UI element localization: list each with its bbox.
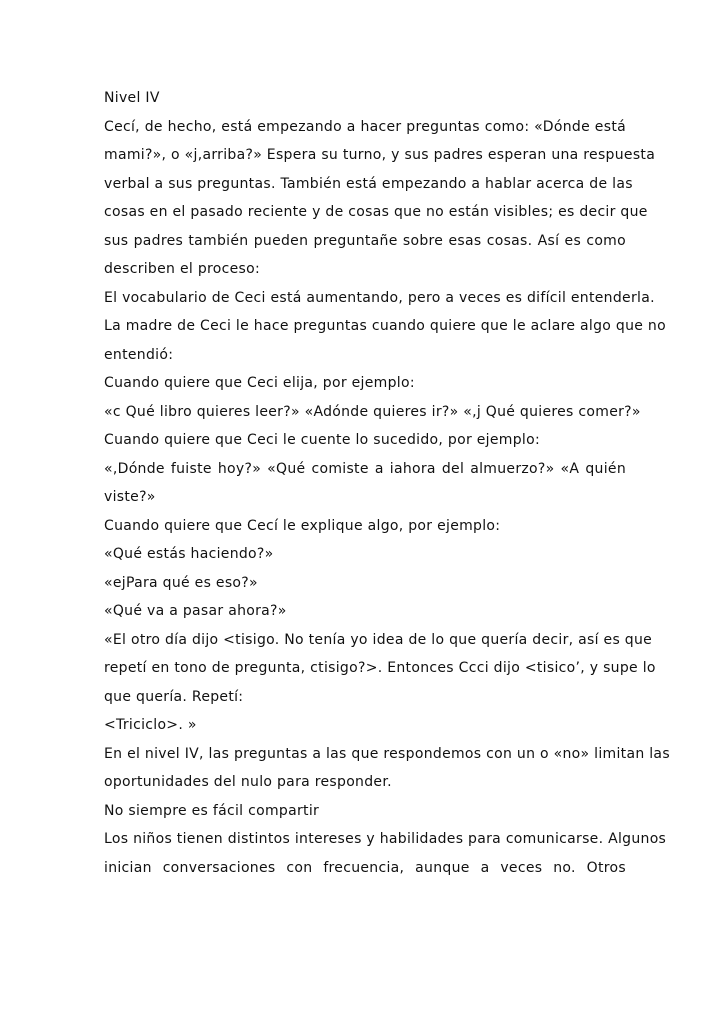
- text-line: «Qué estás haciendo?»: [104, 546, 274, 562]
- text-line: «Qué va a pasar ahora?»: [104, 603, 287, 619]
- text-line: El vocabulario de Ceci está aumentando, pero a veces es difícil entenderla.: [104, 289, 655, 306]
- document-body: [104, 84, 670, 882]
- document-page: [104, 84, 670, 882]
- text-line: que quería. Repetí:: [104, 688, 244, 705]
- text-line: describen el proceso:: [104, 261, 260, 277]
- text-line: inician conversaciones con frecuencia, aunque a veces no. Otros: [104, 859, 626, 876]
- text-line: Cecí, de hecho, está empezando a hacer preguntas como: «Dónde está: [104, 118, 626, 135]
- text-line: «c Qué libro quieres leer?» «Adónde quieres ir?» «,j Qué quieres comer?»: [104, 403, 641, 420]
- text-line: oportunidades del nulo para responder.: [104, 774, 392, 790]
- text-line: repetí en tono de pregunta, ctisigo?>. Entonces Ccci dijo <tisico’, y supe lo: [104, 660, 656, 676]
- text-line: mami?», o «j,arriba?» Espera su turno, y sus padres esperan una respuesta: [104, 147, 656, 163]
- text-line: entendió:: [104, 346, 174, 363]
- text-line: «ejPara qué es eso?»: [104, 574, 258, 591]
- text-line: «,Dónde fuiste hoy?» «Qué comiste a iahora del almuerzo?» «A quién: [104, 460, 626, 477]
- text-line: cosas en el pasado reciente y de cosas que no están visibles; es decir que: [104, 204, 648, 220]
- text-line: verbal a sus preguntas. También está empezando a hablar acerca de las: [104, 175, 633, 192]
- text-line: Cuando quiere que Ceci le cuente lo sucedido, por ejemplo:: [104, 432, 540, 448]
- text-line: En el nivel IV, las preguntas a las que respondemos con un o «no» limitan las: [104, 745, 670, 762]
- text-line: No siempre es fácil compartir: [104, 802, 320, 819]
- text-line: Cuando quiere que Cecí le explique algo, por ejemplo:: [104, 517, 501, 534]
- text-line: «El otro día dijo <tisigo. No tenía yo idea de lo que quería decir, así es que: [104, 631, 653, 648]
- text-line: <Triciclo>. »: [104, 717, 197, 733]
- text-line: La madre de Ceci le hace preguntas cuando quiere que le aclare algo que no: [104, 318, 666, 334]
- text-line: Los niños tienen distintos intereses y habilidades para comunicarse. Algunos: [104, 831, 667, 847]
- text-line: sus padres también pueden preguntañe sobre esas cosas. Así es como: [104, 232, 626, 249]
- text-line: viste?»: [104, 489, 156, 505]
- text-line: Nivel IV: [104, 90, 160, 106]
- text-line: Cuando quiere que Ceci elija, por ejemplo:: [104, 375, 415, 391]
